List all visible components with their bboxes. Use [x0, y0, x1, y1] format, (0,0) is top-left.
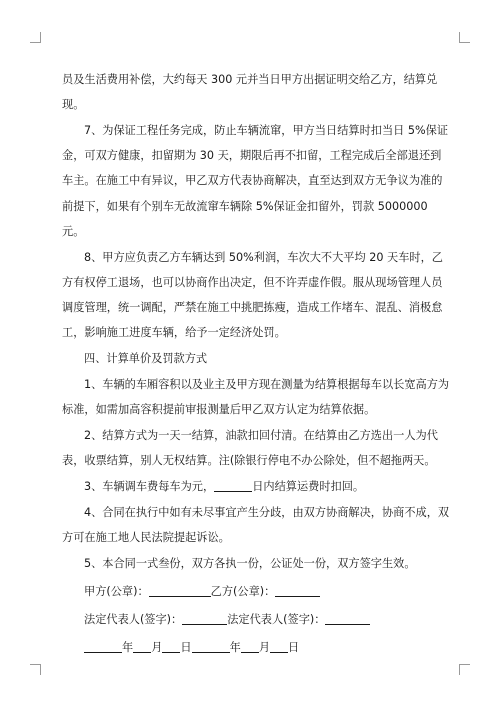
day-a-label: 日 — [180, 641, 192, 655]
party-b-seal-label: 乙方(公章)： — [210, 584, 276, 598]
clause-8: 8、甲方应负责乙方车辆达到 50%利润，车次大不大平均 20 天车时，乙方有权停工退场，也可以协商作出决定，但不许弄虚作假。服从现场管理人员调度管理，统一调配，严禁在施工中挑肥拣瘦，造成工作堵车、混乱、消极怠工，影响施工进度车辆，给予一定经济处罚。 — [62, 250, 443, 340]
clause-3-text-after: 日内结算运费时扣回。 — [252, 479, 365, 493]
seal-line — [62, 579, 452, 604]
pricing-clause-1: 1、车辆的车厢容积以及业主及甲方现在测量为结算根据每车以长宽高方为标准，如需加高容积提前审报测量后甲乙双方认定为结算依据。 — [62, 377, 450, 417]
date-line — [62, 635, 452, 660]
paragraph-continued: 员及生活费用补偿，大约每天 300 元并当日甲方出据证明交给乙方，结算兑现。 — [62, 73, 438, 112]
blank-days — [214, 478, 252, 492]
year-a-label: 年 — [122, 641, 134, 655]
crop-mark-top-left — [30, 32, 41, 43]
pricing-clause-5: 5、本合同一式叁份，双方各执一份，公证处一份，双方签字生效。 — [84, 556, 416, 570]
day-b-blank — [270, 639, 288, 653]
party-a-seal-label: 甲方(公章)： — [84, 584, 149, 598]
clause-7: 7、为保证工程任务完成，防止车辆流窜，甲方当日结算时扣当日 5%保证金，可双方健康，扣留期为 30 天，期限后再不扣留，工程完成后全部退还到车主。在施工中有异议，甲乙双方代表协商解决，直至达到双方无争议为准的前提下，如果有个别车无故流窜车辆除 5%保证金扣留外，罚款 5000000 元。 — [62, 124, 449, 238]
crop-mark-top-right — [459, 32, 470, 43]
year-b-blank — [192, 639, 230, 653]
party-a-seal-blank — [149, 583, 211, 597]
section-heading-pricing-penalties: 四、计算单价及罚款方式 — [84, 352, 208, 366]
crop-mark-bottom-right — [459, 664, 470, 675]
clause-3-text-before: 3、车辆调车费每车为元， — [84, 479, 215, 493]
party-b-seal-blank — [275, 583, 320, 597]
rep-a-label: 法定代表人(签字)： — [84, 613, 183, 627]
crop-mark-bottom-left — [30, 664, 41, 675]
rep-b-label: 法定代表人(签字)： — [227, 613, 326, 627]
month-b-blank — [241, 639, 259, 653]
year-b-label: 年 — [229, 641, 241, 655]
pricing-clause-4: 4、合同在执行中如有未尽事宜产生分歧，由双方协商解决，协商不成，双方可在施工地人民法院提起诉讼。 — [62, 505, 450, 544]
month-a-blank — [133, 639, 151, 653]
rep-a-blank — [182, 611, 227, 625]
day-a-blank — [162, 639, 180, 653]
pricing-clause-3 — [62, 474, 452, 499]
representative-line — [62, 607, 452, 632]
year-a-blank — [84, 639, 122, 653]
month-b-label: 月 — [258, 641, 271, 655]
document-body — [62, 67, 452, 661]
pricing-clause-2: 2、结算方式为一天一结算，油款扣回付清。在结算由乙方选出一人为代表，收票结算，别人无权结算。注(除银行停电不办公除处，但不超拖两天。 — [62, 428, 438, 468]
day-b-label: 日 — [288, 641, 300, 655]
month-a-label: 月 — [151, 641, 163, 655]
rep-b-blank — [325, 611, 370, 625]
